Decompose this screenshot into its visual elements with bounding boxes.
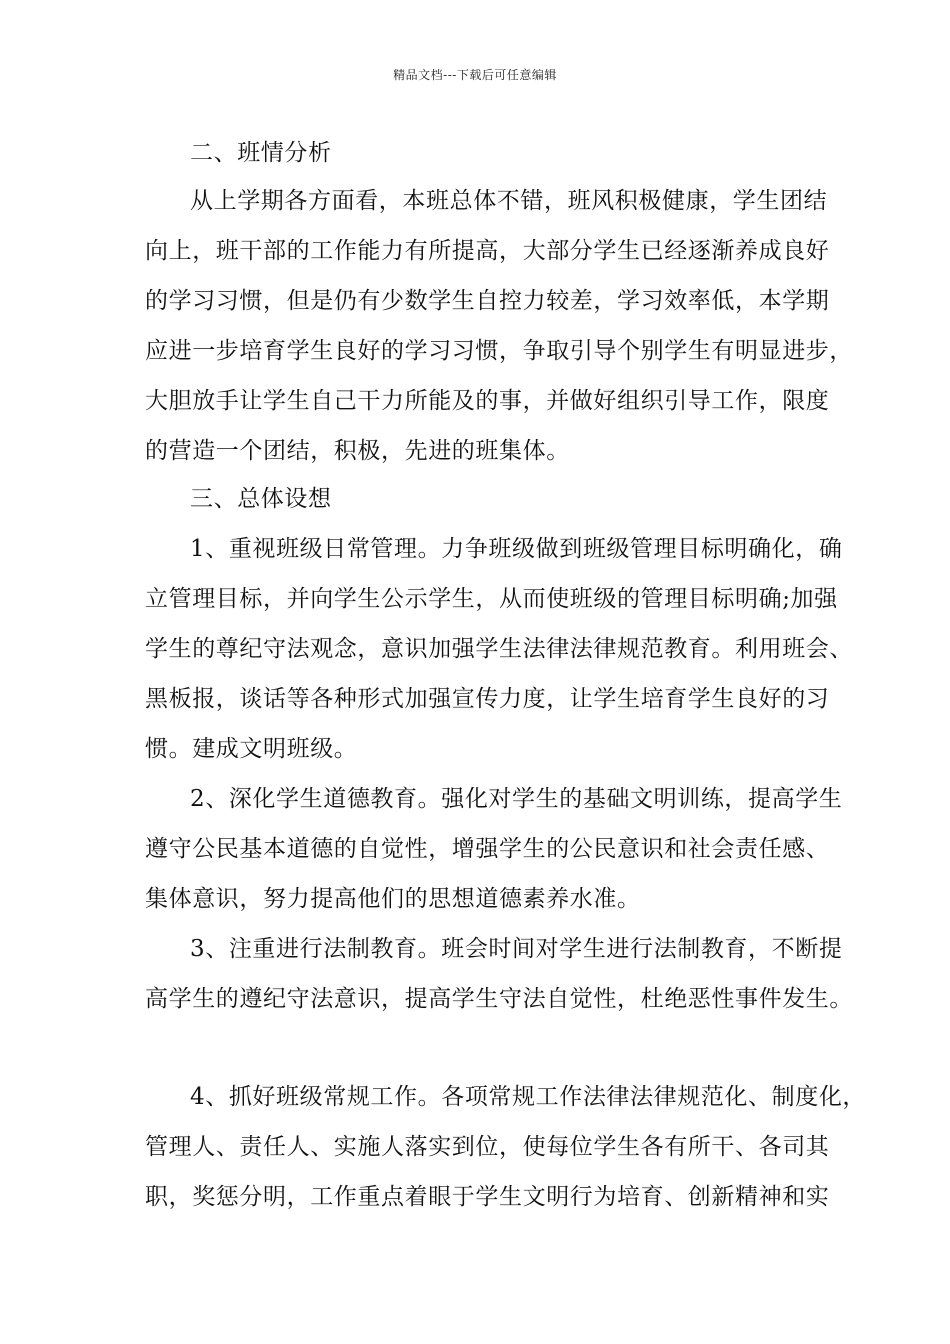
paragraph-line: 的学习习惯，但是仍有少数学生自控力较差，学习效率低，本学期 [145,288,830,314]
section-heading: 三、总体设想 [190,486,332,512]
paragraph-line: 黑板报，谈话等各种形式加强宣传力度，让学生培育学生良好的习 [145,686,830,712]
paragraph-line: 应进一步培育学生良好的学习习惯，争取引导个别学生有明显进步， [145,338,853,364]
paragraph-line: 学生的尊纪守法观念，意识加强学生法律法律规范教育。利用班会、 [145,636,853,662]
paragraph-line: 惯。建成文明班级。 [145,736,358,762]
paragraph-line: 立管理目标，并向学生公示学生，从而使班级的管理目标明确;加强 [145,586,838,612]
paragraph-line: 大胆放手让学生自己干力所能及的事，并做好组织引导工作，限度 [145,388,830,414]
paragraph-line: 1、重视班级日常管理。力争班级做到班级管理目标明确化，确 [190,536,843,562]
paragraph-line: 职，奖惩分明，工作重点着眼于学生文明行为培育、创新精神和实 [145,1184,830,1210]
page-header: 精品文档---下载后可任意编辑 [393,68,557,82]
paragraph-line: 2、深化学生道德教育。强化对学生的基础文明训练，提高学生 [190,786,843,812]
paragraph-line: 管理人、责任人、实施人落实到位，使每位学生各有所干、各司其 [145,1134,830,1160]
section-heading: 二、班情分析 [190,140,332,166]
paragraph-line: 3、注重进行法制教育。班会时间对学生进行法制教育，不断提 [190,936,843,962]
paragraph-line: 集体意识，努力提高他们的思想道德素养水准。 [145,886,641,912]
paragraph-line: 4、抓好班级常规工作。各项常规工作法律法律规范化、制度化， [190,1084,867,1110]
paragraph-line: 的营造一个团结，积极，先进的班集体。 [145,438,570,464]
paragraph-line: 从上学期各方面看，本班总体不错，班风积极健康，学生团结 [190,188,828,214]
paragraph-line: 遵守公民基本道德的自觉性，增强学生的公民意识和社会责任感、 [145,836,830,862]
paragraph-line: 向上，班干部的工作能力有所提高，大部分学生已经逐渐养成良好 [145,238,830,264]
paragraph-line: 高学生的遵纪守法意识，提高学生守法自觉性，杜绝恶性事件发生。 [145,986,853,1012]
